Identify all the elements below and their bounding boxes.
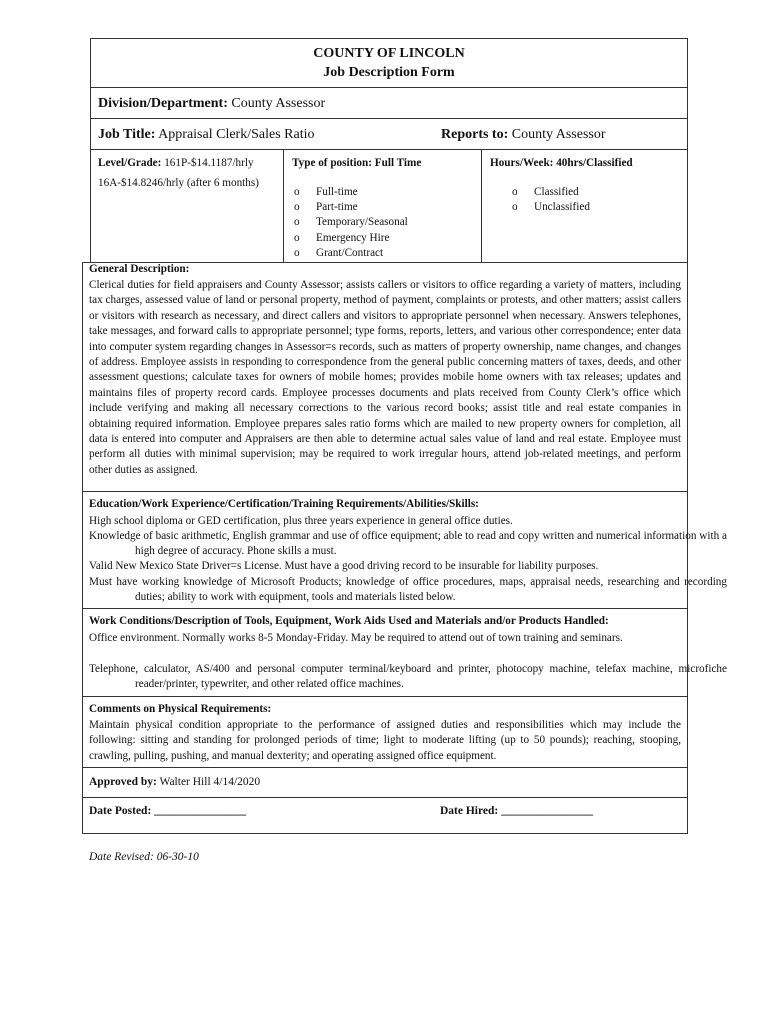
approved-value: Walter Hill 4/14/2020 — [159, 776, 261, 788]
education-item: Knowledge of basic arithmetic, English grammar and use of office equipment; able to read and copy written and numerical information with a high degree of accuracy. Phone skills a must. — [89, 530, 727, 558]
bullet-marker: o — [294, 201, 300, 214]
hours-option-label: Classified — [534, 186, 579, 198]
date-hired-line — [440, 805, 593, 817]
position-col-divider-2 — [481, 149, 482, 263]
position-option-label: Part-time — [316, 201, 358, 214]
date-hired-label: Date Hired: — [440, 805, 499, 817]
hours-option — [512, 186, 590, 201]
hours-options — [512, 186, 590, 216]
job-title-value: Appraisal Clerk/Sales Ratio — [158, 127, 315, 142]
level-line-2: 16A-$14.8246/hrly (after 6 months) — [98, 177, 259, 189]
work-conditions-item: Office environment. Normally works 8-5 Monday-Friday. May be required to attend out of town training and seminars. — [89, 632, 623, 644]
hours-option-label: Unclassified — [534, 201, 590, 214]
level-label: Level/Grade: — [98, 157, 162, 169]
date-revised: Date Revised: 06-30-10 — [89, 851, 199, 863]
position-option-label: Grant/Contract — [316, 246, 384, 259]
position-type-options — [294, 186, 408, 262]
division-line — [98, 96, 325, 112]
position-option-label: Temporary/Seasonal — [316, 216, 408, 229]
hours-label: Hours/Week: 40hrs/Classified — [490, 157, 633, 169]
bullet-marker: o — [512, 186, 518, 198]
date-posted-value: ________________ — [154, 805, 247, 817]
position-option-label: Full-time — [316, 186, 358, 198]
job-title-line — [98, 127, 314, 143]
bullet-marker: o — [294, 246, 300, 259]
job-title-label: Job Title: — [98, 127, 156, 142]
position-option — [294, 247, 408, 262]
division-value: County Assessor — [231, 96, 326, 111]
date-posted-line — [89, 805, 246, 817]
approved-label: Approved by: — [89, 776, 157, 788]
reports-to-line — [441, 127, 606, 143]
position-option — [294, 186, 408, 201]
level-line — [98, 157, 254, 169]
general-text: Clerical duties for field appraisers and County Assessor; assists callers or visitors to office regarding a variety of matters, including tax charges, assessed value of land or personal property, method of payment, complaints or protests, and other matters; assist callers or visitors with research as necessary, and direct callers and visitors to appropriate personnel when necessary. Answers telephones, take messages, and forward calls to appropriate personnel; type forms, reports, letters, and various other correspondence; enter data into computer system regarding changes in Assessor=s records, such as matters of property ownership, name changes, and changes of address. Employee assists in responding to correspondence from the general public concerning matters of taxes, deeds, and other assessment questions; calculate taxes for owners of mobile homes; provides mobile home owners with tax releases; updates and maintains files of property record cards. Employee processes documents and plats received from County Clerk’s office which include verifying and making all necessary corrections to the various record books; assist title and real estate companies in obtaining required information. Employee prepares sales ratio forms which are mailed to new property owners for completion, all data is entered into computer and Appraisers are then able to determine actual sales value of land and real estate. Employee must perform all duties with minimal supervision; may be required to work irregular hours, attend job-related meetings, and perform other duties as assigned. — [89, 279, 681, 476]
reports-to-label: Reports to: — [441, 127, 509, 142]
bullet-marker: o — [294, 186, 300, 198]
education-item: Must have working knowledge of Microsoft Products; knowledge of office procedures, maps, appraisal needs, researching and recording duties; ability to work with equipment, tools and materials listed below. — [89, 576, 727, 604]
general-heading: General Description: — [89, 263, 190, 275]
education-item: Valid New Mexico State Driver=s License. Must have a good driving record to be insurable for liability purposes. — [89, 560, 599, 572]
position-col-divider-1 — [283, 149, 284, 263]
bullet-marker: o — [294, 216, 300, 229]
position-option — [294, 232, 408, 247]
position-option — [294, 216, 408, 231]
division-label: Division/Department: — [98, 96, 228, 111]
county-title: COUNTY OF LINCOLN — [313, 46, 465, 61]
date-posted-label: Date Posted: — [89, 805, 152, 817]
reports-to-value: County Assessor — [511, 127, 606, 142]
level-value: 161P-$14.1187/hrly — [164, 157, 254, 169]
bullet-marker: o — [512, 201, 518, 214]
bullet-marker: o — [294, 231, 300, 244]
physical-heading: Comments on Physical Requirements: — [89, 703, 272, 715]
form-title: Job Description Form — [323, 65, 455, 80]
position-type-label: Type of position: Full Time — [292, 157, 422, 169]
physical-text: Maintain physical condition appropriate to the performance of assigned duties and responsibilities which may include the following: sitting and standing for prolonged periods of time; light to moderate lifting (up to 50 pounds); reaching, stooping, crawling, pulling, pushing, and manual dexterity; and operating assigned office equipment. — [89, 719, 681, 762]
education-heading: Education/Work Experience/Certification/Training Requirements/Abilities/Skills: — [89, 498, 479, 510]
education-item: High school diploma or GED certification, plus three years experience in general office duties. — [89, 515, 513, 527]
date-hired-value: ________________ — [501, 805, 594, 817]
position-option-label: Emergency Hire — [316, 231, 390, 244]
work-conditions-heading: Work Conditions/Description of Tools, Equipment, Work Aids Used and Materials and/or Products Handled: — [89, 615, 609, 627]
position-option — [294, 201, 408, 216]
hours-option — [512, 201, 590, 216]
work-conditions-item: Telephone, calculator, AS/400 and personal computer terminal/keyboard and printer, photocopy machine, telefax machine, microfiche reader/printer, typewriter, and other related office machines. — [89, 663, 727, 691]
approved-line — [89, 776, 260, 788]
